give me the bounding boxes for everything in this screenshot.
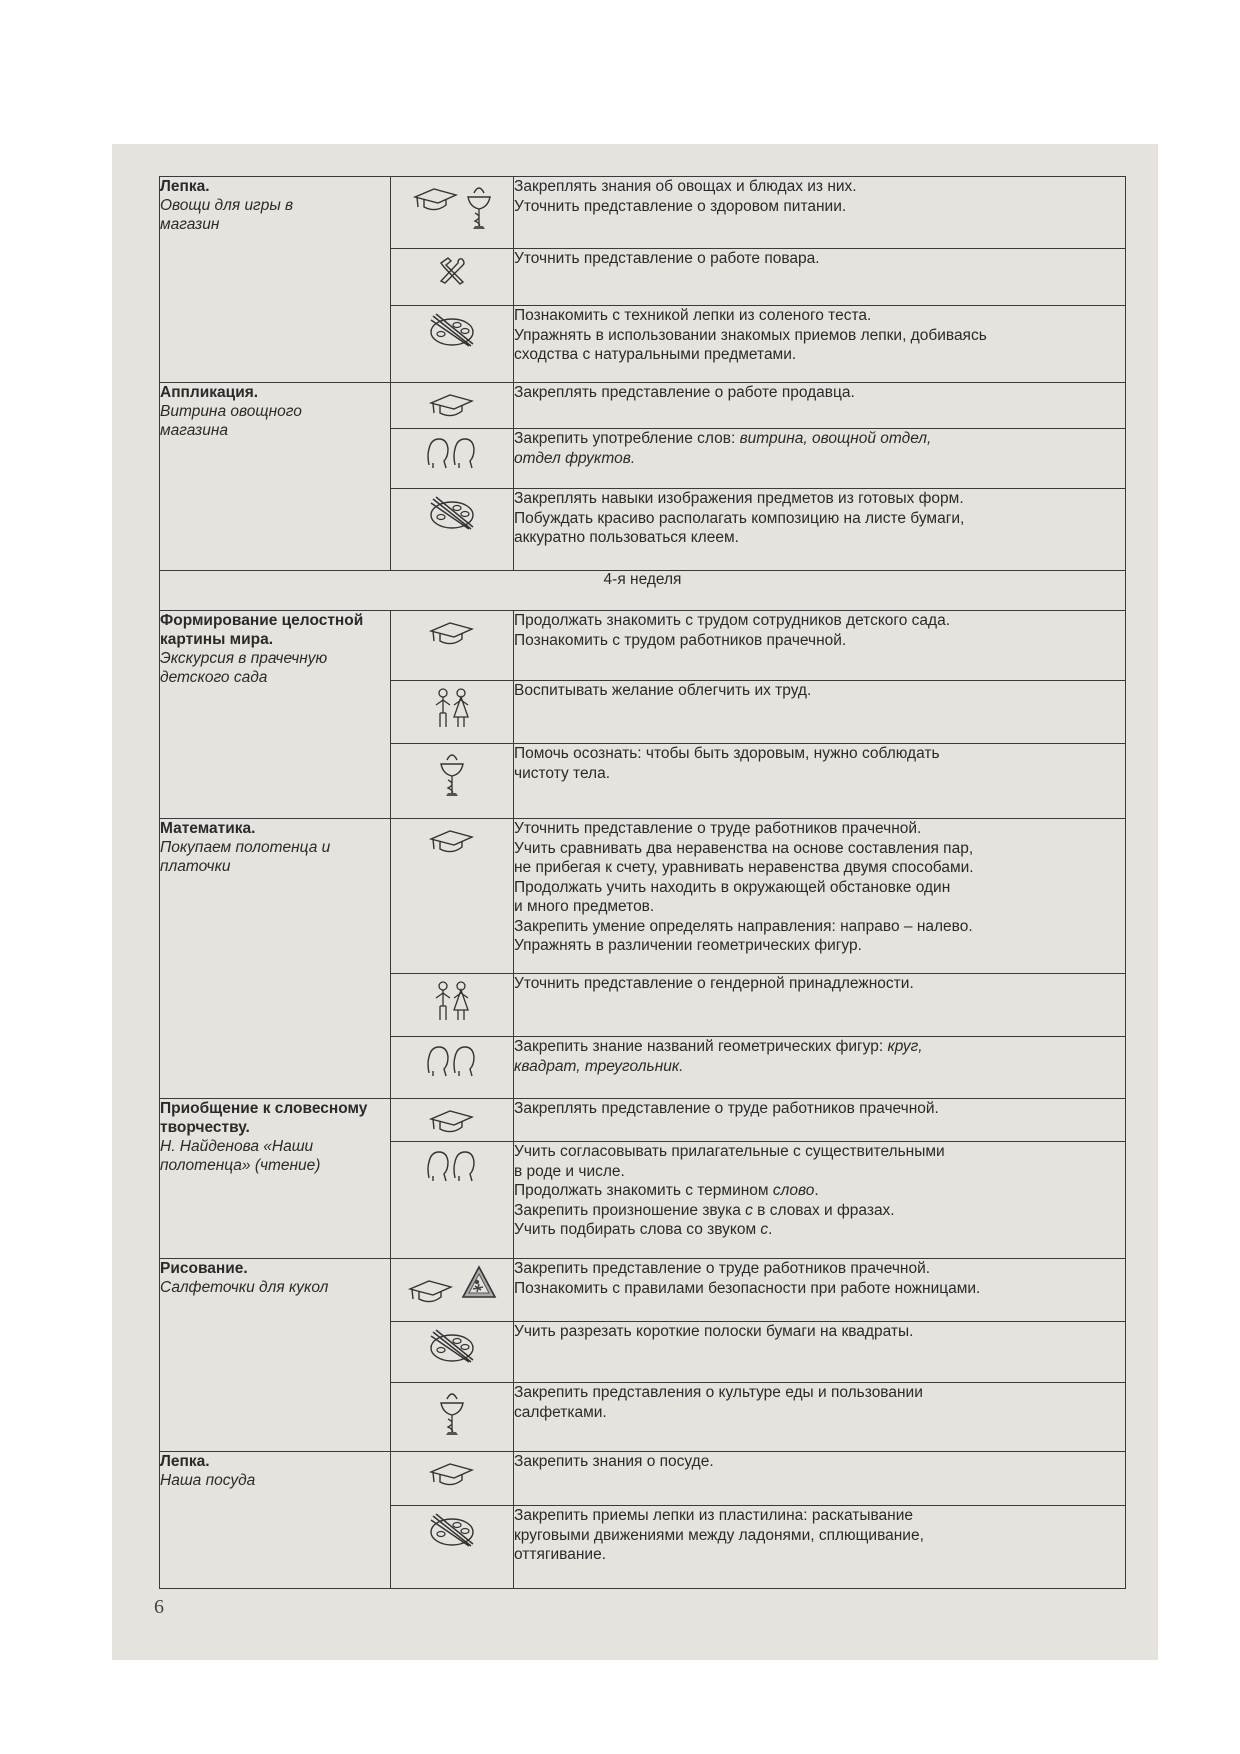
goal-line: в роде и числе.: [514, 1162, 625, 1180]
goal-line: Закрепить умение определять направления: направо – налево.: [514, 917, 973, 935]
goal-line: Познакомить с техникой лепки из соленого теста.: [514, 307, 872, 324]
table-row: [160, 177, 1126, 249]
goal-line: оттягивание.: [514, 1546, 607, 1563]
goal-line: сходства с натуральными предметами.: [514, 346, 797, 363]
graduation-cap-icon: [428, 389, 476, 419]
icon-cell: [391, 489, 514, 571]
tools-icon: [436, 255, 468, 287]
goal-cell: [514, 1037, 1126, 1099]
goal-cell: [514, 489, 1126, 571]
goal-line: Закреплять представление о труде работников прачечной.: [514, 1100, 939, 1117]
icon-cell: [391, 1383, 514, 1452]
goal-line: Закрепить произношение звука с в словах и фразах.: [514, 1201, 895, 1219]
safety-warning-icon: [461, 1265, 497, 1301]
goal-cell: [514, 306, 1126, 383]
topic-title: Лепка.: [160, 178, 210, 195]
topic-cell: [160, 1099, 391, 1259]
goal-line: Уточнить представление о труде работников прачечной.: [514, 820, 922, 837]
goal-line: Закреплять навыки изображения предметов из готовых форм.: [514, 490, 964, 507]
icon-cell: [391, 306, 514, 383]
graduation-cap-icon: [428, 617, 476, 647]
topic-cell: [160, 611, 391, 819]
goal-cell: [514, 819, 1126, 974]
graduation-cap-icon: [428, 825, 476, 855]
goal-line: Закрепить знание названий геометрических фигур: круг,: [514, 1038, 923, 1055]
goal-cell: [514, 744, 1126, 819]
goal-line: аккуратно пользоваться клеем.: [514, 529, 739, 546]
icon-cell: [391, 177, 514, 249]
goal-line: Уточнить представление о работе повара.: [514, 250, 820, 267]
health-bowl-icon: [439, 1389, 465, 1439]
goal-line: Закрепить представления о культуре еды и пользовании: [514, 1384, 923, 1401]
goal-line: Уточнить представление о здоровом питании.: [514, 197, 847, 215]
goal-line: Закрепить знания о посуде.: [514, 1453, 714, 1470]
goal-cell: [514, 611, 1126, 681]
topic-subtitle: Наша посуда: [160, 1472, 256, 1489]
table-row: [160, 611, 1126, 681]
lesson-plan-table: [159, 176, 1126, 1589]
icon-cell: [391, 1099, 514, 1142]
topic-subtitle: Витрина овощного магазина: [160, 403, 302, 439]
goal-cell: [514, 1142, 1126, 1259]
icon-cell: [391, 744, 514, 819]
goal-line: Упражнять в использовании знакомых приемов лепки, добиваясь: [514, 326, 987, 344]
book-page: [112, 144, 1158, 1660]
goal-cell: [514, 249, 1126, 306]
topic-title: Лепка.: [160, 1453, 210, 1470]
topic-cell: [160, 177, 391, 383]
goal-line: квадрат, треугольник.: [514, 1057, 684, 1075]
goal-line: Продолжать знакомить с трудом сотрудников детского сада.: [514, 612, 951, 629]
art-palette-icon: [427, 1512, 477, 1548]
topic-subtitle: Экскурсия в прачечную детского сада: [160, 650, 328, 686]
goal-line: Учить сравнивать два неравенства на основе составления пар,: [514, 839, 974, 857]
health-bowl-icon: [439, 750, 465, 800]
table-row: [160, 819, 1126, 974]
goal-cell: [514, 681, 1126, 744]
icon-cell: [391, 429, 514, 489]
icon-cell: [391, 1322, 514, 1383]
icon-cell: [391, 1142, 514, 1259]
speech-heads-icon: [425, 1148, 479, 1184]
graduation-cap-icon: [428, 1105, 476, 1135]
goal-line: не прибегая к счету, уравнивать неравенства двумя способами.: [514, 859, 974, 876]
topic-title: Аппликация.: [160, 384, 259, 401]
goal-cell: [514, 429, 1126, 489]
goal-line: Учить разрезать короткие полоски бумаги на квадраты.: [514, 1323, 914, 1340]
goal-line: Уточнить представление о гендерной принадлежности.: [514, 975, 914, 992]
week-label: 4-я неделя: [160, 571, 1126, 611]
goal-line: Познакомить с правилами безопасности при работе ножницами.: [514, 1279, 981, 1297]
table-row: [160, 1099, 1126, 1142]
goal-line: круговыми движениями между ладонями, сплющивание,: [514, 1526, 924, 1544]
goal-line: отдел фруктов.: [514, 449, 636, 467]
goal-cell: [514, 1452, 1126, 1506]
art-palette-icon: [427, 312, 477, 348]
boy-girl-icon: [432, 980, 472, 1024]
goal-line: Побуждать красиво располагать композицию на листе бумаги,: [514, 509, 965, 527]
speech-heads-icon: [425, 435, 479, 471]
goal-cell: [514, 1322, 1126, 1383]
topic-cell: [160, 819, 391, 1099]
goal-line: Закрепить употребление слов: витрина, овощной отдел,: [514, 430, 932, 447]
page-number: 6: [154, 1596, 164, 1618]
goal-line: Помочь осознать: чтобы быть здоровым, нужно соблюдать: [514, 745, 940, 762]
goal-cell: [514, 974, 1126, 1037]
icon-cell: [391, 249, 514, 306]
topic-cell: [160, 383, 391, 571]
icon-cell: [391, 1259, 514, 1322]
goal-line: Воспитывать желание облегчить их труд.: [514, 682, 812, 699]
icon-cell: [391, 1506, 514, 1589]
art-palette-icon: [427, 495, 477, 531]
goal-cell: [514, 1259, 1126, 1322]
topic-subtitle: Салфеточки для кукол: [160, 1279, 329, 1296]
goal-cell: [514, 1383, 1126, 1452]
goal-line: Закрепить представление о труде работников прачечной.: [514, 1260, 931, 1277]
table-row: [160, 383, 1126, 429]
art-palette-icon: [427, 1328, 477, 1364]
goal-line: Упражнять в различении геометрических фигур.: [514, 937, 862, 954]
topic-cell: [160, 1259, 391, 1452]
icon-cell: [391, 819, 514, 974]
goal-line: Продолжать учить находить в окружающей обстановке один: [514, 878, 951, 896]
icon-cell: [391, 1037, 514, 1099]
goal-line: Учить подбирать слова со звуком с.: [514, 1221, 773, 1238]
icon-cell: [391, 974, 514, 1037]
goal-line: и много предметов.: [514, 898, 655, 915]
goal-line: Закрепить приемы лепки из пластилина: раскатывание: [514, 1507, 914, 1524]
topic-subtitle: Покупаем полотенца и платочки: [160, 839, 331, 875]
table-row: [160, 1259, 1126, 1322]
topic-subtitle: Овощи для игры в магазин: [160, 197, 294, 233]
icon-cell: [391, 681, 514, 744]
icon-cell: [391, 383, 514, 429]
graduation-cap-icon: [407, 1265, 455, 1305]
boy-girl-icon: [432, 687, 472, 731]
goal-line: Закреплять знания об овощах и блюдах из них.: [514, 178, 857, 195]
topic-subtitle: Н. Найденова «Наши полотенца» (чтение): [160, 1138, 321, 1174]
week-header-row: [160, 571, 1126, 611]
speech-heads-icon: [425, 1043, 479, 1079]
topic-title: Приобщение к словесному творчеству.: [160, 1100, 368, 1136]
icon-cell: [391, 611, 514, 681]
goal-line: Закреплять представление о работе продавца.: [514, 384, 855, 401]
topic-title: Математика.: [160, 820, 256, 837]
topic-title: Формирование целостной картины мира.: [160, 612, 364, 648]
goal-line: Познакомить с трудом работников прачечной.: [514, 631, 847, 649]
goal-line: Продолжать знакомить с термином слово.: [514, 1182, 819, 1199]
topic-title: Рисование.: [160, 1260, 248, 1277]
health-bowl-icon: [466, 183, 492, 233]
graduation-cap-icon: [428, 1458, 476, 1488]
goal-cell: [514, 1099, 1126, 1142]
icon-cell: [391, 1452, 514, 1506]
goal-line: салфетками.: [514, 1403, 607, 1421]
goal-line: чистоту тела.: [514, 764, 611, 782]
topic-cell: [160, 1452, 391, 1589]
goal-cell: [514, 1506, 1126, 1589]
goal-cell: [514, 383, 1126, 429]
graduation-cap-icon: [412, 183, 460, 213]
table-row: [160, 1452, 1126, 1506]
goal-cell: [514, 177, 1126, 249]
goal-line: Учить согласовывать прилагательные с существительными: [514, 1143, 945, 1160]
